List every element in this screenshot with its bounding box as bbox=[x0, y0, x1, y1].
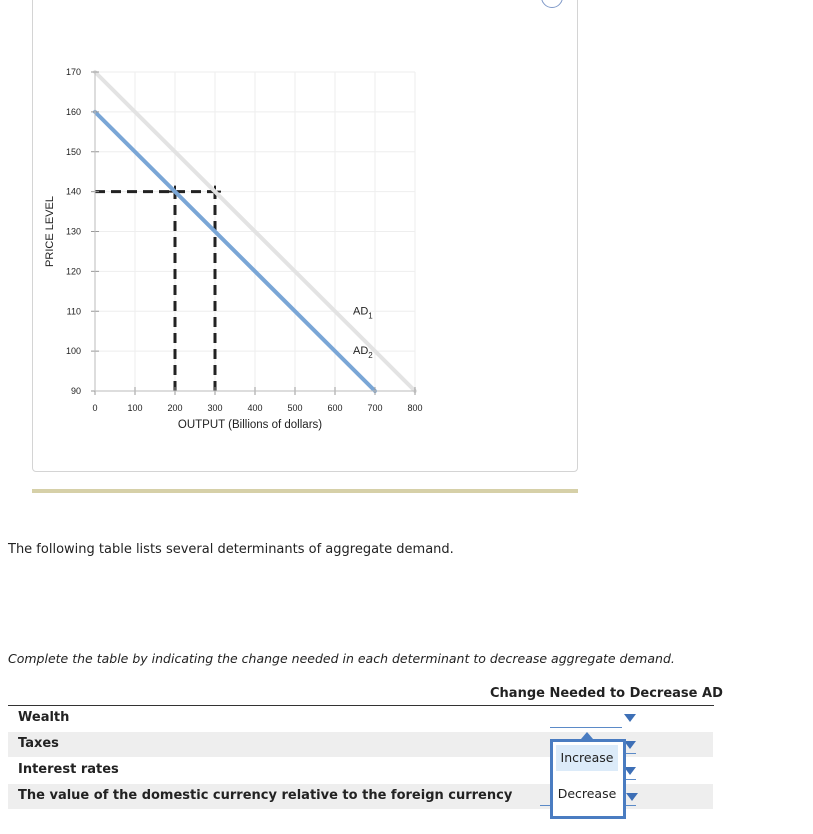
x-tick-label: 400 bbox=[247, 403, 263, 413]
section-divider bbox=[32, 489, 578, 493]
x-tick-label: 200 bbox=[167, 403, 183, 413]
x-tick-label: 100 bbox=[127, 403, 143, 413]
y-tick-label: 170 bbox=[65, 67, 81, 77]
y-tick-label: 160 bbox=[65, 106, 81, 117]
wealth-select-chevron-down-icon[interactable] bbox=[624, 714, 636, 722]
x-tick-label: 300 bbox=[207, 403, 223, 413]
y-tick-label: 90 bbox=[70, 386, 81, 396]
y-tick-label: 120 bbox=[65, 266, 81, 277]
instruction-text: Complete the table by indicating the change needed in each determinant to decrease aggregate demand. bbox=[8, 651, 675, 666]
currency-select-chevron-down-icon[interactable] bbox=[626, 793, 638, 801]
y-tick-label: 150 bbox=[65, 146, 81, 157]
y-axis-title: PRICE LEVEL bbox=[44, 196, 56, 267]
x-axis-title: OUTPUT (Billions of dollars) bbox=[177, 419, 323, 431]
x-tick-label: 800 bbox=[407, 403, 423, 413]
y-tick-label: 110 bbox=[66, 306, 81, 317]
dropdown-caret-icon bbox=[581, 732, 593, 739]
option-decrease[interactable]: Decrease bbox=[557, 786, 617, 801]
row-label-taxes: Taxes bbox=[18, 736, 59, 751]
y-tick-label: 130 bbox=[65, 226, 81, 237]
chart-ticks bbox=[66, 67, 423, 413]
curve-label-subscript: 1 bbox=[368, 311, 373, 321]
curve-label-ad1: $AD_1$ bbox=[353, 305, 373, 321]
curve-label-ad2: $AD_2$ bbox=[353, 345, 373, 361]
intro-text: The following table lists several determinants of aggregate demand. bbox=[8, 542, 454, 557]
x-tick-label: 600 bbox=[327, 403, 343, 413]
y-tick-label: 100 bbox=[65, 346, 81, 357]
x-tick-label: 500 bbox=[287, 403, 303, 413]
row-label-wealth: Wealth bbox=[18, 710, 70, 725]
curve-ad2 bbox=[95, 112, 375, 391]
column-header: Change Needed to Decrease AD bbox=[490, 686, 723, 701]
curve-label-subscript: 2 bbox=[368, 351, 373, 361]
dropdown-menu[interactable] bbox=[550, 739, 626, 819]
row-label-currency-value: The value of the domestic currency relative to the foreign currency bbox=[18, 788, 513, 803]
x-tick-label: 0 bbox=[92, 403, 98, 413]
wealth-select[interactable] bbox=[550, 727, 622, 728]
x-tick-label: 700 bbox=[367, 403, 383, 413]
option-increase[interactable]: Increase bbox=[556, 745, 618, 771]
row-label-interest-rates: Interest rates bbox=[18, 762, 119, 777]
y-tick-label: 140 bbox=[65, 186, 81, 197]
